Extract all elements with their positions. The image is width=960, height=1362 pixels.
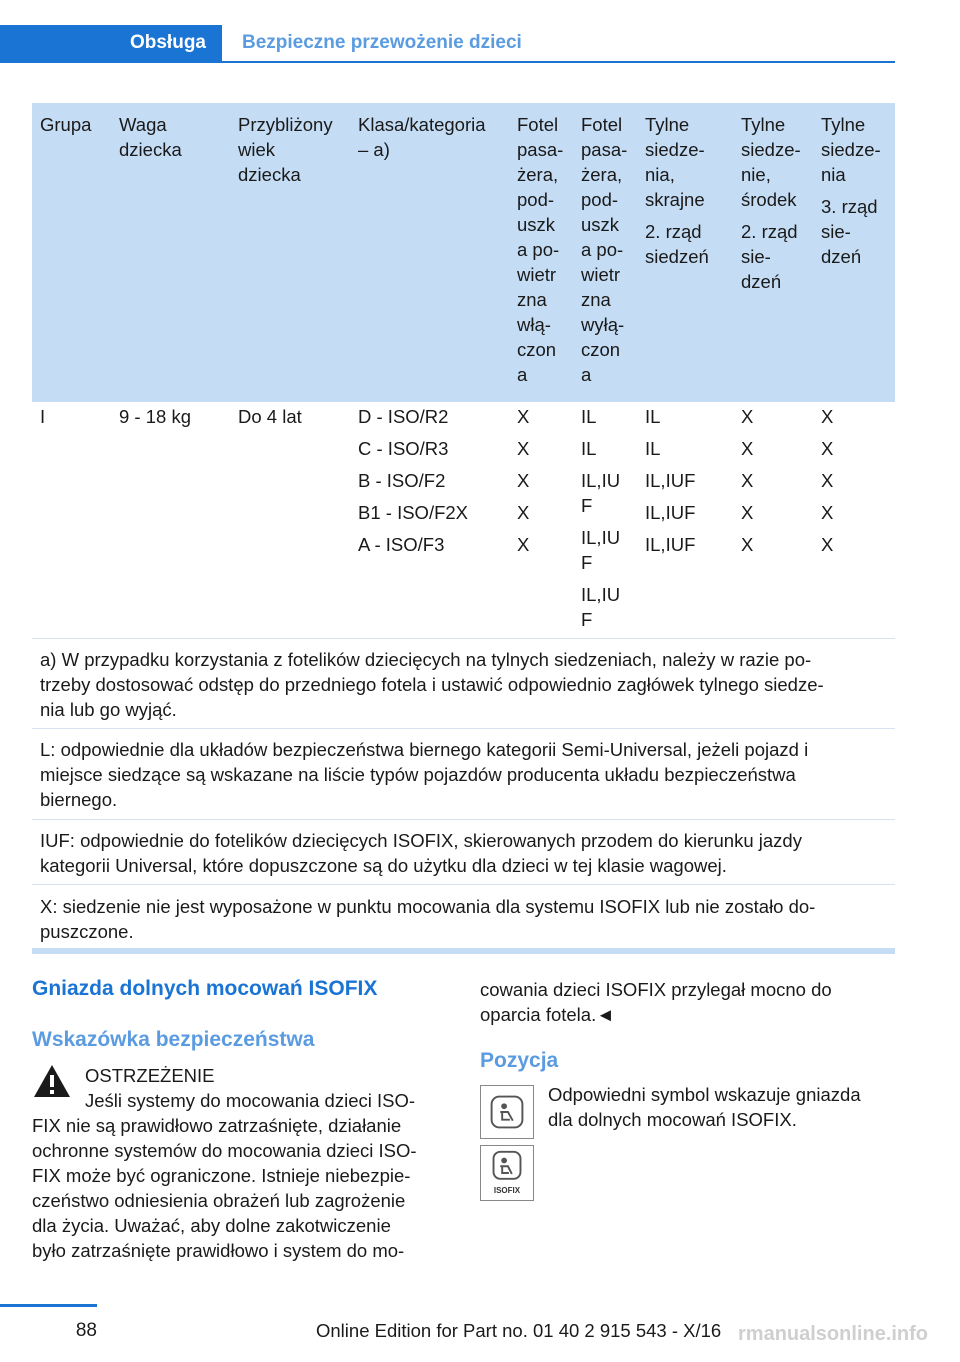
col-header: Klasa/kategoria – a) [350, 103, 509, 402]
cell-value: X [821, 502, 834, 523]
cell-tylne-3 [813, 402, 895, 645]
cell-wiek: Do 4 lat [238, 406, 302, 427]
cell-value: IL,IUF [645, 534, 696, 555]
cell-value: IL,IUF [645, 470, 696, 491]
page-number: 88 [75, 1320, 97, 1341]
col-header: Tylne siedze- nie, środek 2. rząd sie- dzeń [733, 103, 813, 402]
col-header: Tylne siedze- nia, skrajne 2. rząd siedzeń [637, 103, 733, 402]
cell-klasa [350, 402, 509, 645]
cell-value: X [821, 470, 834, 491]
col-header: Przybliżony wiek dziecka [230, 103, 350, 402]
position-heading: Pozycja [480, 1049, 559, 1072]
col-header: Tylne siedze- nia 3. rząd sie- dzeń [813, 103, 895, 402]
symbol-block [480, 1085, 895, 1235]
watermark: rmanualsonline.info [738, 1323, 929, 1345]
cell-waga: 9 - 18 kg [119, 406, 191, 427]
col-header: Grupa [32, 103, 111, 402]
continuation-text: cowania dzieci ISOFIX przylegał mocno do oparcia fotela.◄ [480, 979, 832, 1025]
cell-value: X [517, 438, 530, 459]
cell-value: X [821, 534, 834, 555]
cell-value: IL [581, 438, 597, 459]
warning-text: FIX nie są prawidłowo zatrzaśnięte, działanie ochronne systemów do mocowania dzieci ISO- FIX może być ograniczone. Istnieje niebezpie- czeństwo odniesienia obrażeń lub zagrożenie dla życia. Uważać, aby dolne zakotwiczenie było zatrzaśnięte prawidłowo i system do mo- [32, 1115, 417, 1261]
cell-value: D - ISO/R2 [358, 406, 449, 427]
symbol-description: Odpowiedni symbol wskazuje gniazda dla dolnych mocowań ISOFIX. [548, 1084, 861, 1130]
footnote-x: X: siedzenie nie jest wyposażone w punktu mocowania dla systemu ISOFIX lub nie zostało do- puszczone. [32, 884, 895, 944]
cell-fotel-wl [509, 402, 573, 645]
cell-value: IL,IU F [581, 584, 621, 630]
footnote-iuf: IUF: odpowiednie do fotelików dziecięcych ISOFIX, skierowanych przodem do kierunku jazdy kategorii Universal, które dopuszczone są do użytku dla dzieci w tej klasie wagowej. [32, 819, 895, 878]
subheading: Wskazówka bezpieczeństwa [32, 1028, 315, 1051]
col-header: Fotel pasa- żera, pod- uszk a po- wietr zna włą- czon a [509, 103, 573, 402]
cell-value: X [517, 534, 530, 555]
cell-tylne-skrajne [637, 402, 733, 645]
warning-first-line: Jeśli systemy do mocowania dzieci ISO- [85, 1090, 416, 1111]
cell-value: IL [581, 406, 597, 427]
cell-value: IL,IU F [581, 527, 621, 573]
cell-value: IL [645, 406, 661, 427]
child-seat-symbol-icon [480, 1085, 534, 1139]
warning-title: OSTRZEŻENIE [85, 1065, 215, 1086]
cell-value: IL,IU F [581, 470, 621, 516]
right-column [480, 977, 895, 1235]
cell-value: X [821, 406, 834, 427]
cell-value: A - ISO/F3 [358, 534, 445, 555]
isofix-symbol-icon [480, 1145, 534, 1201]
child-seat-table [32, 103, 895, 645]
edition-note: Online Edition for Part no. 01 40 2 915 543 - X/16 [316, 1320, 722, 1341]
cell-value: X [517, 406, 530, 427]
footnote-l: L: odpowiednie dla układów bezpieczeństwa biernego kategorii Semi-Universal, jeżeli pojazd i miejsce siedzące są wskazane na liście typów pojazdów producenta układu bezpieczeństwa biernego. [32, 728, 895, 812]
warning-block [32, 1063, 452, 1263]
table-end-rule [32, 948, 895, 954]
subsection-title: Bezpieczne przewożenie dzieci [242, 32, 522, 53]
table-row [32, 402, 895, 645]
cell-value: C - ISO/R3 [358, 438, 449, 459]
section-tab: Obsługa [0, 25, 222, 61]
cell-value: X [741, 438, 754, 459]
cell-value: B1 - ISO/F2X [358, 502, 469, 523]
cell-value: X [821, 438, 834, 459]
cell-value: X [741, 534, 754, 555]
cell-value: IL [645, 438, 661, 459]
cell-value: B - ISO/F2 [358, 470, 446, 491]
cell-value: X [741, 502, 754, 523]
warning-triangle-icon [32, 1063, 72, 1099]
footnote-a: a) W przypadku korzystania z fotelików dziecięcych na tylnych siedzeniach, należy w razie po- trzeby dostosować odstęp do przedniego fotela i ustawić odpowiednio zagłówek tylnego siedze- nia lub go wyjąć. [32, 638, 895, 722]
table-header-row [32, 103, 895, 402]
page-header [0, 25, 895, 63]
cell-value: IL,IUF [645, 502, 696, 523]
cell-fotel-wyl [573, 402, 637, 645]
footer-rule [0, 1304, 97, 1307]
cell-grupa: I [40, 406, 46, 427]
col-header: Waga dziecka [111, 103, 230, 402]
cell-value: X [517, 470, 530, 491]
isofix-label: ISOFIX [493, 1186, 521, 1195]
section-heading: Gniazda dolnych mocowań ISOFIX [32, 977, 378, 1000]
cell-value: X [741, 406, 754, 427]
cell-tylne-srodek [733, 402, 813, 645]
cell-value: X [517, 502, 530, 523]
col-header: Fotel pasa- żera, pod- uszk a po- wietr zna wyłą- czon a [573, 103, 637, 402]
cell-value: X [741, 470, 754, 491]
left-column [32, 975, 452, 1263]
